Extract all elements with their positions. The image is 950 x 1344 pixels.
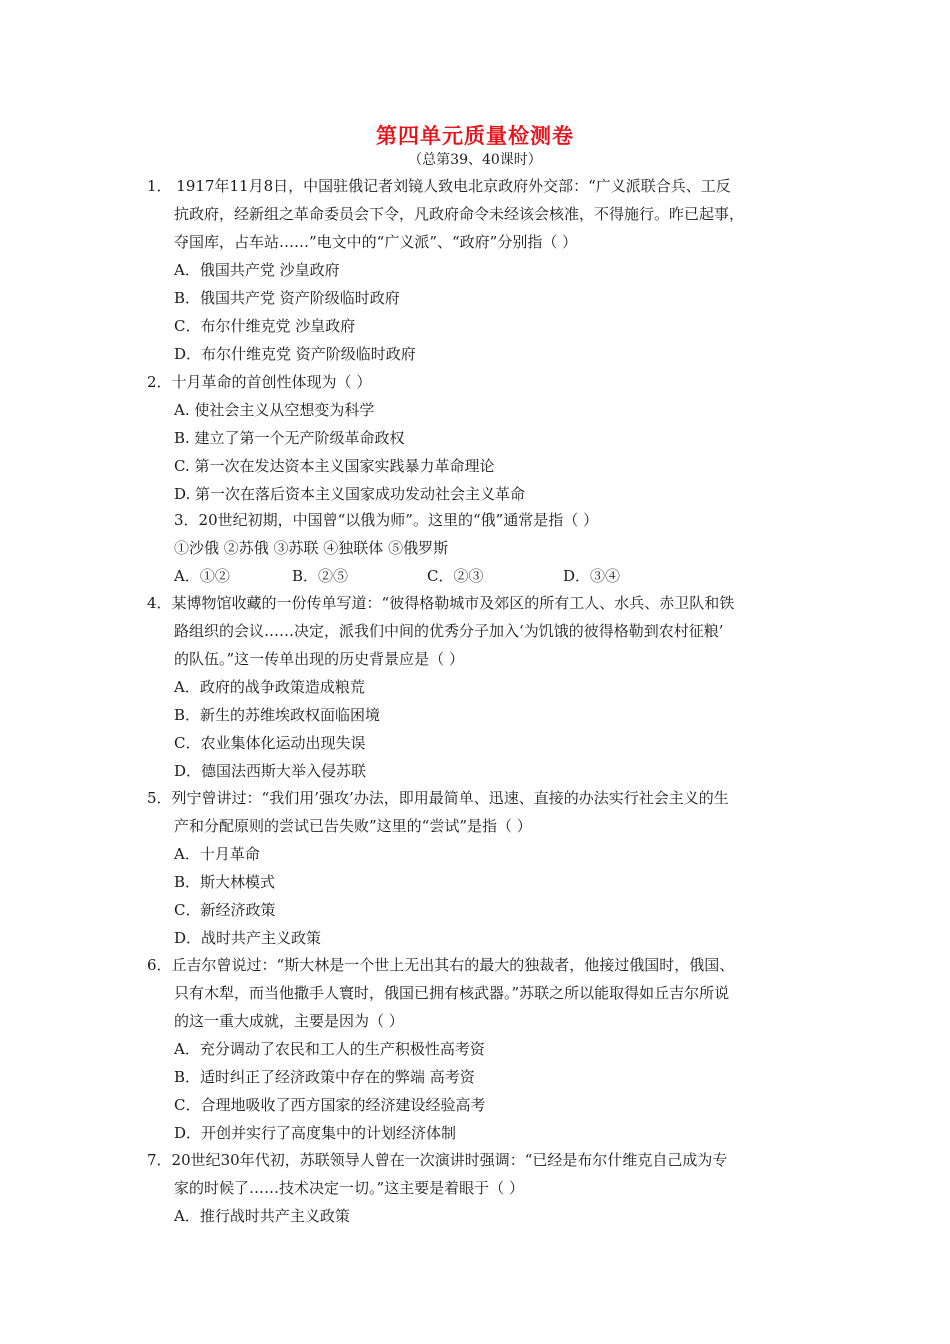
question-6-stem-line-2: 只有木犁，而当他撒手人寰时，俄国已拥有核武器。”苏联之所以能取得如丘吉尔所说 xyxy=(174,984,730,1002)
question-3-options-row xyxy=(174,562,620,590)
question-1-option-b: B．俄国共产党 资产阶级临时政府 xyxy=(174,289,400,307)
question-5-stem-line-2: 产和分配原则的尝试已告失败”这里的“尝试”是指（ ） xyxy=(174,817,532,835)
question-3-option-c: C．②③ xyxy=(427,567,484,585)
question-1-stem-line-1: 1． 1917年11月8日，中国驻俄记者刘镜人致电北京政府外交部：“广义派联合兵、工反 xyxy=(147,177,731,195)
question-7-stem-line-1: 7．20世纪30年代初，苏联领导人曾在一次演讲时强调：“已经是布尔什维克自己成为专 xyxy=(147,1151,728,1169)
question-2-option-c: C. 第一次在发达资本主义国家实践暴力革命理论 xyxy=(174,457,495,475)
question-5-option-c: C．新经济政策 xyxy=(174,901,276,919)
question-5-option-d: D．战时共产主义政策 xyxy=(174,929,322,947)
question-6-option-c: C．合理地吸收了西方国家的经济建设经验高考 xyxy=(174,1096,486,1114)
question-3-choices-line: ①沙俄 ②苏俄 ③苏联 ④独联体 ⑤俄罗斯 xyxy=(174,539,449,557)
question-4-option-d: D．德国法西斯大举入侵苏联 xyxy=(174,762,367,780)
question-2-option-b: B. 建立了第一个无产阶级革命政权 xyxy=(174,429,405,447)
question-3-option-a: A．①② xyxy=(174,567,230,585)
question-6-stem-line-1: 6．丘吉尔曾说过：“斯大林是一个世上无出其右的最大的独裁者，他接过俄国时，俄国、 xyxy=(147,956,735,974)
question-4-option-b: B．新生的苏维埃政权面临困境 xyxy=(174,706,381,724)
question-3-stem-line-1: 3．20世纪初期，中国曾“以俄为师”。这里的“俄”通常是指（ ） xyxy=(174,511,599,529)
question-4-option-c: C．农业集体化运动出现失误 xyxy=(174,734,366,752)
page-subtitle: （总第39、40课时） xyxy=(408,152,542,168)
question-6-option-a: A．充分调动了农民和工人的生产积极性高考资 xyxy=(174,1040,485,1058)
question-4-stem-line-1: 4．某博物馆收藏的一份传单写道：“彼得格勒城市及郊区的所有工人、水兵、赤卫队和铁 xyxy=(147,594,735,612)
question-4-stem-line-3: 的队伍。”这一传单出现的历史背景应是（ ） xyxy=(174,650,464,668)
question-6-option-d: D．开创并实行了高度集中的计划经济体制 xyxy=(174,1124,457,1142)
question-2-stem-line-1: 2．十月革命的首创性体现为（ ） xyxy=(147,373,372,391)
question-5-option-a: A．十月革命 xyxy=(174,845,260,863)
question-5-option-b: B．斯大林模式 xyxy=(174,873,276,891)
question-5-stem-line-1: 5．列宁曾讲过：“我们用’强攻’办法，即用最简单、迅速、直接的办法实行社会主义的生 xyxy=(147,789,729,807)
question-4-option-a: A．政府的战争政策造成粮荒 xyxy=(174,678,365,696)
question-2-option-a: A. 使社会主义从空想变为科学 xyxy=(174,401,375,419)
question-6-option-b: B．适时纠正了经济政策中存在的弊端 高考资 xyxy=(174,1068,475,1086)
question-1-stem-line-2: 抗政府，经新组之革命委员会下令，凡政府命令未经该会核准，不得施行。昨已起事， xyxy=(174,205,745,223)
question-6-stem-line-3: 的这一重大成就，主要是因为（ ） xyxy=(174,1012,404,1030)
question-3-option-d: D．③④ xyxy=(563,567,621,585)
question-2-option-d: D. 第一次在落后资本主义国家成功发动社会主义革命 xyxy=(174,485,526,503)
question-4-stem-line-2: 路组织的会议……决定，派我们中间的优秀分子加入‘为饥饿的彼得格勒到农村征粮’ xyxy=(174,622,724,640)
question-1-option-d: D．布尔什维克党 资产阶级临时政府 xyxy=(174,345,416,363)
question-7-stem-line-2: 家的时候了……技术决定一切。”这主要是着眼于（ ） xyxy=(174,1179,524,1197)
question-7-option-a: A．推行战时共产主义政策 xyxy=(174,1207,350,1225)
page-title: 第四单元质量检测卷 xyxy=(376,123,574,148)
question-3-option-b: B．②⑤ xyxy=(292,567,349,585)
question-1-option-c: C．布尔什维克党 沙皇政府 xyxy=(174,317,356,335)
question-1-stem-line-3: 夺国库，占车站……”电文中的“广义派”、“政府”分别指（ ） xyxy=(174,233,578,251)
question-1-option-a: A．俄国共产党 沙皇政府 xyxy=(174,261,340,279)
